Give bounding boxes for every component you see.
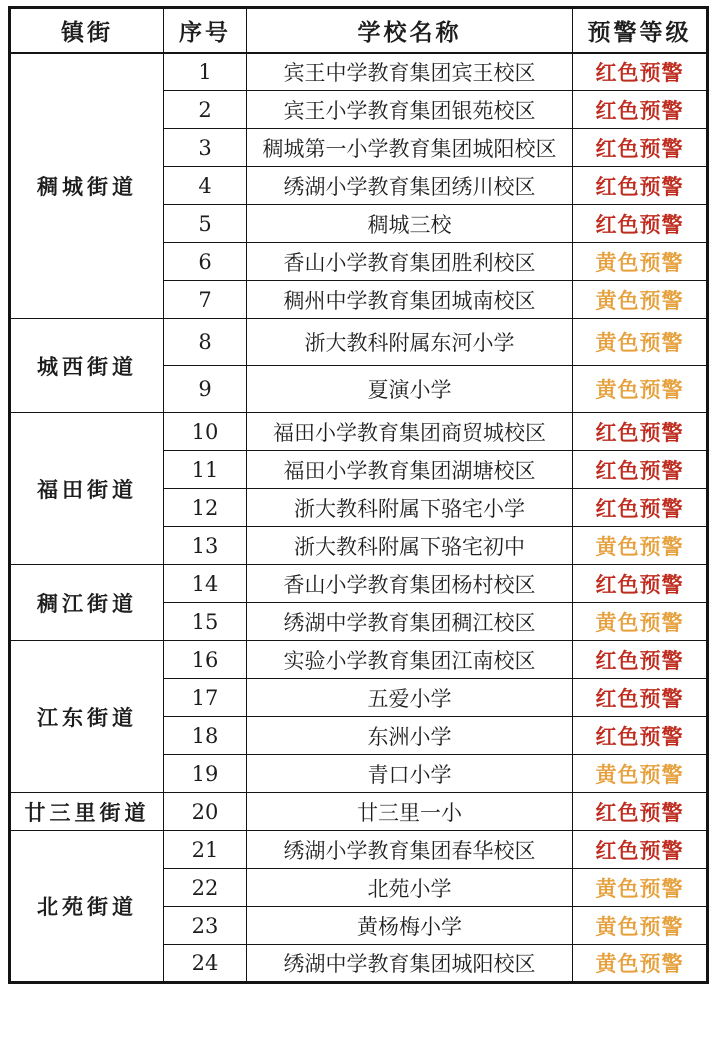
school-warning-table <box>8 6 709 984</box>
warning-level-cell: 红色预警 <box>573 413 708 451</box>
column-header-school: 学校名称 <box>247 8 573 53</box>
school-name-cell: 绣湖小学教育集团绣川校区 <box>247 167 573 205</box>
table-row <box>10 831 708 869</box>
warning-level-cell: 红色预警 <box>573 679 708 717</box>
warning-level-cell: 红色预警 <box>573 129 708 167</box>
table-row <box>10 641 708 679</box>
school-name-cell: 宾王中学教育集团宾王校区 <box>247 53 573 91</box>
column-header-serial: 序号 <box>164 8 247 53</box>
school-name-cell: 福田小学教育集团商贸城校区 <box>247 413 573 451</box>
warning-level-cell: 红色预警 <box>573 205 708 243</box>
table-row <box>10 793 708 831</box>
serial-number-cell: 12 <box>164 489 247 527</box>
column-header-level: 预警等级 <box>573 8 708 53</box>
serial-number-cell: 24 <box>164 945 247 983</box>
town-cell: 廿三里街道 <box>10 793 164 831</box>
table-row <box>10 413 708 451</box>
warning-level-cell: 黄色预警 <box>573 869 708 907</box>
warning-level-cell: 黄色预警 <box>573 527 708 565</box>
header-row <box>10 8 708 53</box>
serial-number-cell: 2 <box>164 91 247 129</box>
warning-level-cell: 黄色预警 <box>573 603 708 641</box>
school-name-cell: 浙大教科附属东河小学 <box>247 319 573 366</box>
warning-level-cell: 黄色预警 <box>573 281 708 319</box>
serial-number-cell: 17 <box>164 679 247 717</box>
serial-number-cell: 21 <box>164 831 247 869</box>
serial-number-cell: 7 <box>164 281 247 319</box>
school-name-cell: 夏演小学 <box>247 366 573 413</box>
warning-level-cell: 黄色预警 <box>573 907 708 945</box>
serial-number-cell: 11 <box>164 451 247 489</box>
table-row <box>10 53 708 91</box>
serial-number-cell: 20 <box>164 793 247 831</box>
school-name-cell: 北苑小学 <box>247 869 573 907</box>
school-name-cell: 实验小学教育集团江南校区 <box>247 641 573 679</box>
warning-level-cell: 红色预警 <box>573 831 708 869</box>
warning-level-cell: 黄色预警 <box>573 755 708 793</box>
serial-number-cell: 6 <box>164 243 247 281</box>
warning-level-cell: 黄色预警 <box>573 243 708 281</box>
serial-number-cell: 23 <box>164 907 247 945</box>
warning-level-cell: 红色预警 <box>573 489 708 527</box>
table-row <box>10 565 708 603</box>
warning-level-cell: 红色预警 <box>573 167 708 205</box>
table-header <box>10 8 708 53</box>
serial-number-cell: 13 <box>164 527 247 565</box>
serial-number-cell: 22 <box>164 869 247 907</box>
school-name-cell: 稠城第一小学教育集团城阳校区 <box>247 129 573 167</box>
serial-number-cell: 1 <box>164 53 247 91</box>
serial-number-cell: 3 <box>164 129 247 167</box>
warning-level-cell: 红色预警 <box>573 451 708 489</box>
school-name-cell: 福田小学教育集团湖塘校区 <box>247 451 573 489</box>
serial-number-cell: 4 <box>164 167 247 205</box>
warning-level-cell: 红色预警 <box>573 641 708 679</box>
town-cell: 北苑街道 <box>10 831 164 983</box>
serial-number-cell: 19 <box>164 755 247 793</box>
serial-number-cell: 14 <box>164 565 247 603</box>
town-cell: 城西街道 <box>10 319 164 413</box>
school-name-cell: 宾王小学教育集团银苑校区 <box>247 91 573 129</box>
warning-level-cell: 黄色预警 <box>573 366 708 413</box>
town-cell: 江东街道 <box>10 641 164 793</box>
warning-level-cell: 红色预警 <box>573 565 708 603</box>
school-name-cell: 黄杨梅小学 <box>247 907 573 945</box>
school-name-cell: 浙大教科附属下骆宅初中 <box>247 527 573 565</box>
school-name-cell: 香山小学教育集团胜利校区 <box>247 243 573 281</box>
school-name-cell: 青口小学 <box>247 755 573 793</box>
school-name-cell: 东洲小学 <box>247 717 573 755</box>
school-name-cell: 五爱小学 <box>247 679 573 717</box>
school-name-cell: 浙大教科附属下骆宅小学 <box>247 489 573 527</box>
watermark <box>560 994 710 1056</box>
warning-level-cell: 红色预警 <box>573 91 708 129</box>
table-body <box>10 53 708 983</box>
serial-number-cell: 15 <box>164 603 247 641</box>
school-name-cell: 绣湖中学教育集团城阳校区 <box>247 945 573 983</box>
warning-level-cell: 黄色预警 <box>573 319 708 366</box>
school-name-cell: 绣湖中学教育集团稠江校区 <box>247 603 573 641</box>
school-name-cell: 香山小学教育集团杨村校区 <box>247 565 573 603</box>
column-header-town: 镇街 <box>10 8 164 53</box>
serial-number-cell: 10 <box>164 413 247 451</box>
warning-level-cell: 黄色预警 <box>573 945 708 983</box>
table-row <box>10 319 708 366</box>
serial-number-cell: 18 <box>164 717 247 755</box>
warning-level-cell: 红色预警 <box>573 793 708 831</box>
watermark-smudge <box>590 1023 702 1041</box>
warning-level-cell: 红色预警 <box>573 717 708 755</box>
school-name-cell: 稠州中学教育集团城南校区 <box>247 281 573 319</box>
town-cell: 福田街道 <box>10 413 164 565</box>
school-name-cell: 廿三里一小 <box>247 793 573 831</box>
serial-number-cell: 9 <box>164 366 247 413</box>
school-name-cell: 稠城三校 <box>247 205 573 243</box>
town-cell: 稠城街道 <box>10 53 164 319</box>
warning-level-cell: 红色预警 <box>573 53 708 91</box>
watermark-smudge <box>570 998 701 1021</box>
serial-number-cell: 16 <box>164 641 247 679</box>
school-name-cell: 绣湖小学教育集团春华校区 <box>247 831 573 869</box>
serial-number-cell: 5 <box>164 205 247 243</box>
town-cell: 稠江街道 <box>10 565 164 641</box>
serial-number-cell: 8 <box>164 319 247 366</box>
